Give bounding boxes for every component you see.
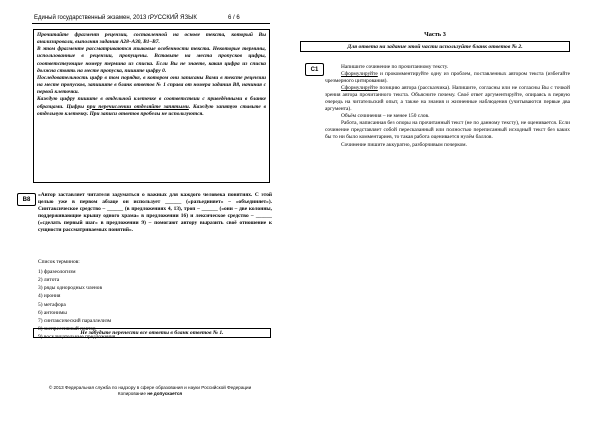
subject-title: РУССКИЙ ЯЗЫК [150, 15, 197, 21]
instruction-paragraph-2: В этом фрагменте рассматриваются языковые особенности текста. Некоторые термины, использованные в рецензии, пропущены. Вставьте на места пропусков цифры, соответствующие номеру термина из списка. Если Вы не знаете, какая цифра из списка должна стоять на месте пропуска, пишите цифру 0. [37, 46, 266, 74]
c1-paragraph-5: Работа, написанная без опоры на прочитанный текст (не по данному тексту), не оценивается. Если сочинение представляет собой пересказанный или полностью переписанный исходный текст без каких бы то ни было комментариев, то такая работа оценивается нулём баллов. [325, 120, 570, 141]
instruction-p4-underlined: при перечислении отделяйте запятыми [86, 103, 189, 110]
exam-title: Единый государственный экзамен, 2013 г. [34, 15, 152, 21]
term-item: 1) фразеологизм [38, 269, 76, 275]
term-item: 6) антонимы [38, 309, 67, 316]
copy-notice [20, 391, 280, 397]
task-c1-label: С1 [305, 63, 324, 76]
instruction-paragraph-1: Прочитайте фрагмент рецензии, составленной на основе текста, который Вы анализировали, выполняя задания А28–А30, В1–В7. [37, 32, 266, 46]
term-item: 3) ряды однородных членов [38, 285, 103, 292]
copyright-footer [20, 385, 280, 398]
c1-paragraph-1: Напишите сочинение по прочитанному тексту. [341, 64, 449, 70]
copyright-line: © 2013 Федеральная служба по надзору в сфере образования и науки Российской Федерации [48, 385, 252, 390]
c1-paragraph-3 [325, 85, 570, 113]
term-item: 2) литота [38, 277, 60, 284]
term-item: 4) ирония [38, 293, 61, 300]
instruction-p4-end: . Каждую запятую ставьте в отдельную клеточку. При записи ответов пробелы не используются. [37, 103, 266, 117]
instructions-box [33, 29, 270, 183]
part-3-instruction-box: Для ответа на задание этой части используйте бланк ответов № 2. [300, 41, 570, 52]
term-item: 9) восклицательные предложения [38, 334, 116, 341]
c1-p3-rest: позицию автора (рассказчика). Напишите, согласны или не согласны Вы с точкой зрения автора прочитанного текста. Объясните почему. Своё ответ аргументируйте, опираясь в первую очередь на читательский опыт, а также на знания и жизненные наблюдения (учитываются первые два аргумента). [325, 85, 570, 113]
c1-p2-underlined: Сформулируйте [341, 71, 378, 78]
task-c1-text [325, 64, 570, 149]
instruction-paragraph-4 [37, 96, 266, 117]
page-number: 6 / 6 [228, 15, 240, 21]
c1-paragraph-2 [325, 71, 570, 85]
c1-p2-rest: и прокомментируйте одну из проблем, поставленных автором текста (избегайте чрезмерного цитирования). [325, 71, 570, 85]
term-item: 8) экспрессивный повтор [38, 326, 96, 333]
c1-paragraph-6: Сочинение пишите аккуратно, разборчивым почерком. [341, 141, 467, 148]
c1-p3-underlined: Сформулируйте [341, 85, 378, 92]
task-b8-text: «Автор заставляет читателя задуматься о важных для каждого человека понятиях. С этой целью уже в первом абзаце он использует ______ («разъединяет» – «объединяет»). Синтаксическое средство – ______ (в предложениях 4, 13), троп – ______ («они – две колонны, поддерживающие крышу одного храма» в предложении 16) и лексическое средство – ______ («сделать первый шаг» в предложении 9) – помогают автору выразить своё отношение к сущности рассматриваемых понятий». [38, 192, 272, 234]
copy-notice-start: Копирование [117, 391, 148, 397]
task-b8-label: В8 [17, 193, 36, 206]
answer-reminder-box: Не забудьте перенести все ответы в бланк ответов № 1. [33, 328, 271, 338]
c1-paragraph-4: Объём сочинения – не менее 150 слов. [341, 113, 430, 120]
terms-list-heading: Список терминов: [38, 259, 80, 265]
term-item: 5) метафора [38, 301, 66, 308]
copy-notice-bold: не допускается [147, 391, 183, 397]
header-divider [32, 23, 270, 24]
instruction-p4-start: Каждую цифру пишите в отдельной клеточке в соответствии с приведёнными в бланке образцами. Цифры [37, 96, 266, 110]
instruction-paragraph-3: Последовательность цифр в том порядке, в котором они записаны Вами в тексте рецензии на месте пропусков, запишите в бланк ответов № 1 справа от номера задания В8, начиная с первой клеточки. [37, 74, 266, 96]
term-item: 7) синтаксический параллелизм [38, 317, 112, 324]
part-3-title: Часть 3 [424, 31, 446, 38]
